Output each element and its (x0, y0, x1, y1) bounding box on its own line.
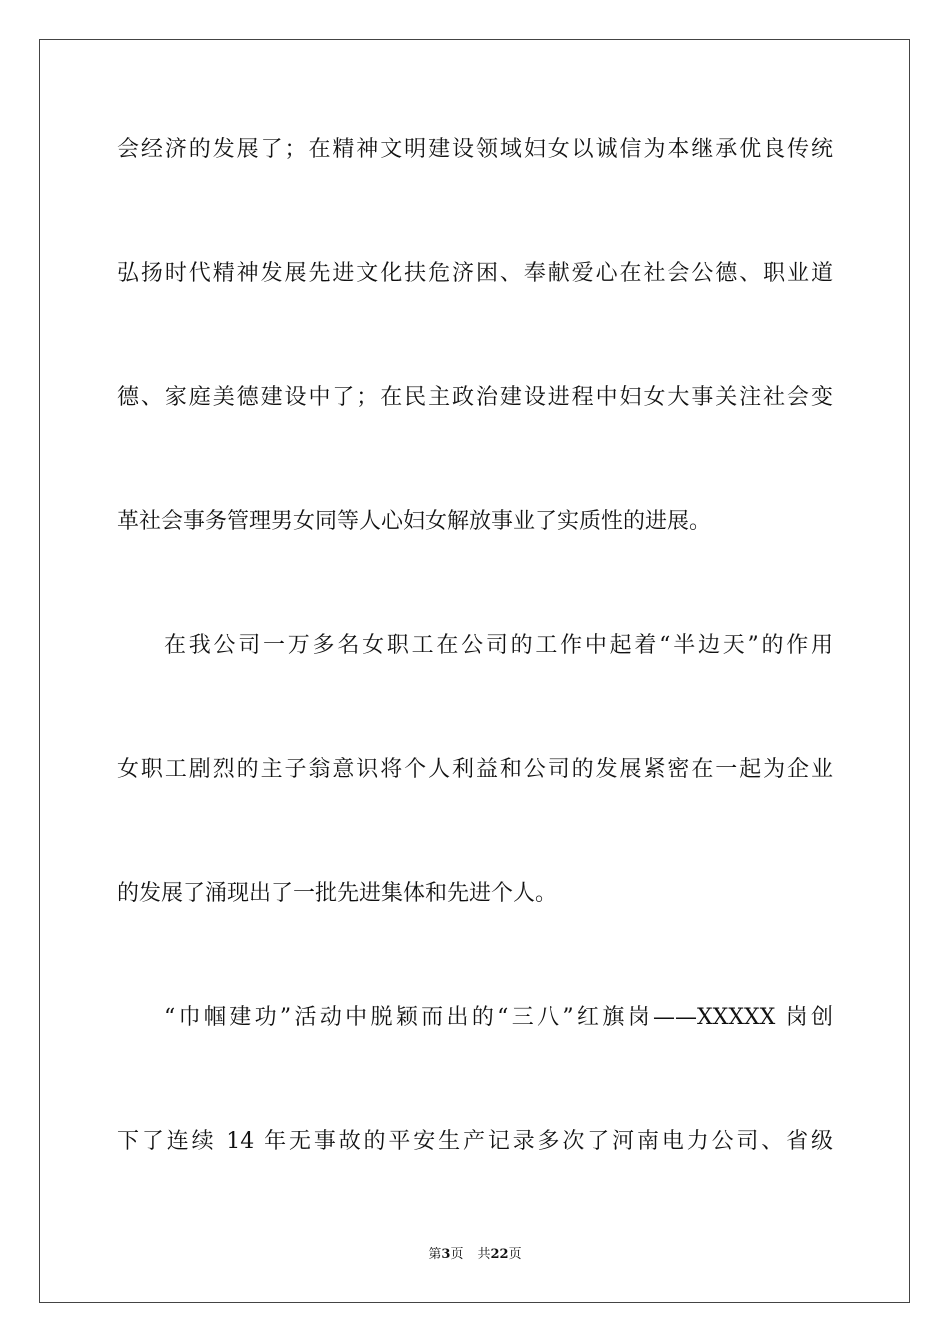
text-line: 弘扬时代精神发展先进文化扶危济困、奉献爱心在社会公德、职业道 (117, 261, 833, 286)
footer-page-number: 3 (441, 1247, 451, 1262)
text-line: 的发展了涌现出了一批先进集体和先进个人。 (117, 881, 558, 906)
footer-total-prefix: 共 (477, 1247, 491, 1262)
footer-total-suffix: 页 (508, 1247, 522, 1262)
footer-total-number: 22 (490, 1247, 509, 1262)
text-line: 革社会事务管理男女同等人心妇女解放事业了实质性的进展。 (117, 509, 712, 534)
text-line: 下了连续 14 年无事故的平安生产记录多次了河南电力公司、省级 (117, 1129, 833, 1154)
text-line: 女职工剧烈的主子翁意识将个人利益和公司的发展紧密在一起为企业 (117, 757, 833, 782)
page-footer (0, 1246, 950, 1264)
text-line: 会经济的发展了；在精神文明建设领域妇女以诚信为本继承优良传统 (117, 137, 833, 162)
text-line: 德、家庭美德建设中了；在民主政治建设进程中妇女大事关注社会变 (117, 385, 833, 410)
page-border (39, 39, 910, 1303)
footer-page-prefix: 第 (428, 1247, 442, 1262)
text-line: “巾帼建功”活动中脱颖而出的“三八”红旗岗——XXXXX 岗创 (164, 1005, 833, 1030)
text-line: 在我公司一万多名女职工在公司的工作中起着“半边天”的作用 (164, 633, 833, 658)
footer-page-suffix: 页 (450, 1247, 464, 1262)
